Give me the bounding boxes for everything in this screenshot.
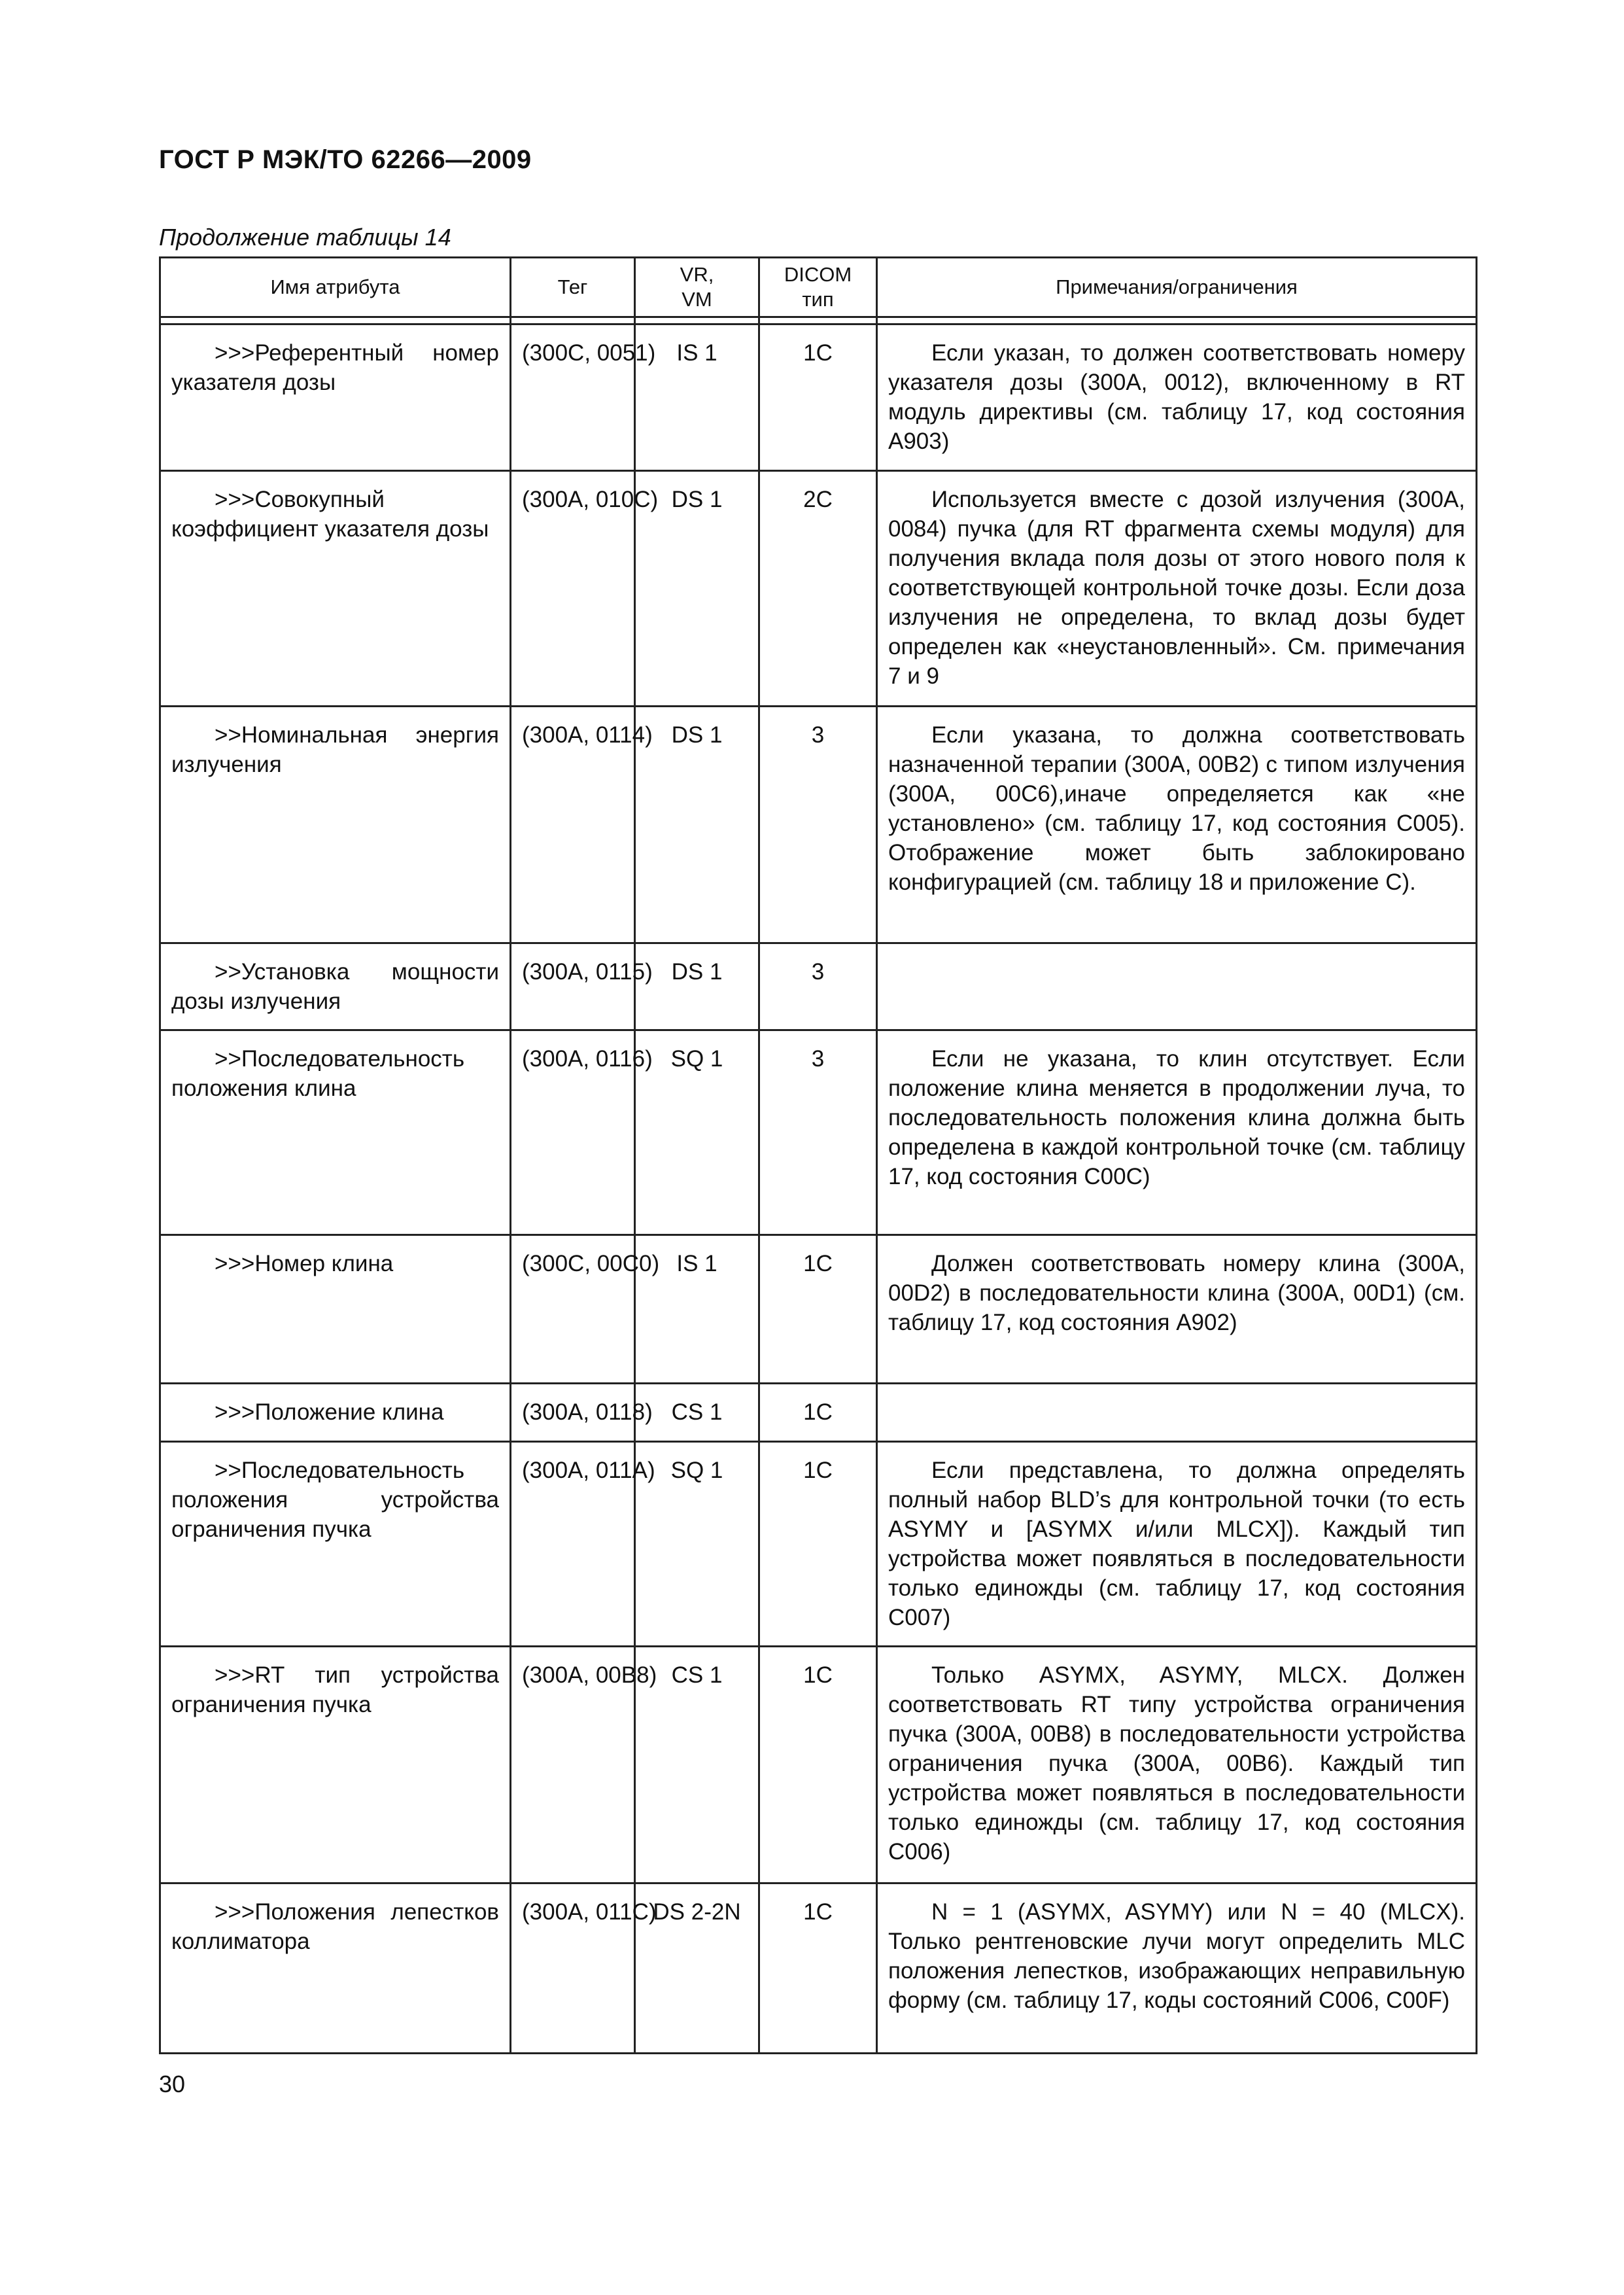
attribute-name-cell [160,1384,511,1442]
attribute-name-cell-text: >>Последовательность положения клина [171,1046,465,1101]
attribute-name-cell-text: >>>Совокупный коэффициент указателя дозы [171,487,489,542]
table-row [160,943,1477,1030]
tag-cell-text: (300A, 011C) [522,1899,657,1925]
column-header-dicom-line1: DICOM [784,263,852,286]
notes-cell [877,1442,1477,1647]
attribute-name-cell [160,471,511,707]
notes-cell [877,324,1477,471]
column-header-vr-line1: VR, [680,263,714,286]
dicom-type-cell [759,1030,877,1235]
tag-cell [511,1883,657,2054]
tag-cell [511,324,656,471]
tag-cell [511,1030,653,1235]
vr-vm-cell-text: DS 1 [671,722,723,748]
notes-cell [877,707,1477,943]
notes-cell-text: Только ASYMX, ASYMY, MLCX. Должен соответствовать RT типу устройства ограничения пучка (300A, 00B8) в последовательности устройства ограничения пучка (300A, 00B6). Каждый тип устройства может появляться в последовательности только единожды (см. таблицу 17, код состояния C006) [888,1662,1465,1865]
table-row [160,1442,1477,1647]
dicom-type-cell [759,1647,877,1883]
tag-cell-text: (300A, 0118) [522,1399,653,1425]
tag-cell [511,471,659,707]
dicom-type-cell-text: 3 [811,1046,825,1072]
vr-vm-cell [635,943,759,1030]
table-row [160,1235,1477,1384]
tag-cell [511,1235,660,1384]
dicom-type-cell [759,1384,877,1442]
notes-cell-text: Используется вместе с дозой излучения (300A, 0084) пучка (для RT фрагмента схемы модуля) для получения вклада поля дозы от этого нового поля к соответствующей контрольной точке дозы. Если доза излучения не определена, то вклад дозы будет определен как «неустановленный». См. примечания 7 и 9 [888,487,1465,689]
attribute-name-cell-text: >>>RT тип устройства ограничения пучка [171,1662,499,1717]
notes-cell-text: Если не указана, то клин отсутствует. Если положение клина меняется в продолжении луча, то последовательность положения клина должна быть определена в каждой контрольной точке (см. таблицу 17, код состояния C00C) [888,1046,1465,1189]
notes-cell [877,471,1477,707]
tag-cell [511,943,653,1030]
column-header-vr [635,258,759,317]
vr-vm-cell-text: SQ 1 [670,1046,723,1072]
tag-cell-text: (300A, 0116) [522,1046,653,1072]
table-row [160,1030,1477,1235]
tag-cell-text: (300C, 0051) [522,340,656,366]
dicom-type-cell-text: 1C [803,1899,833,1925]
column-header-vr-line2: VM [682,288,712,311]
document-code: ГОСТ Р МЭК/ТО 62266—2009 [159,145,532,174]
table-row [160,1883,1477,2054]
dicom-type-cell-text: 1C [803,1662,833,1688]
tag-cell-text: (300A, 010C) [522,487,659,512]
vr-vm-cell-text: DS 1 [671,487,723,512]
attribute-name-cell-text: >>>Положение клина [215,1399,444,1425]
table-row [160,707,1477,943]
attribute-name-cell [160,707,511,943]
dicom-type-cell [759,1883,877,2054]
tag-cell-text: (300A, 00B8) [522,1662,657,1688]
vr-vm-cell [635,1030,759,1235]
column-header-name: Имя атрибута [160,258,511,317]
attribute-name-cell-text: >>>Положения лепестков коллиматора [171,1899,499,1954]
notes-cell-text: Должен соответствовать номеру клина (300A, 00D2) в последовательности клина (300A, 00D1) (см. таблицу 17, код состояния A902) [888,1251,1465,1335]
dicom-type-cell [759,707,877,943]
vr-vm-cell [635,1384,759,1442]
notes-cell-text: N = 1 (ASYMX, ASYMY) или N = 40 (MLCX). Только рентгеновские лучи могут определить MLC положения лепестков, изображающих неправильную форму (см. таблицу 17, коды состояний C006, C00F) [888,1899,1465,2013]
header-separator [160,317,1477,324]
dicom-type-cell-text: 3 [811,959,825,985]
dicom-type-cell-text: 1C [803,1251,833,1276]
vr-vm-cell-text: DS 2-2N [653,1899,741,1925]
notes-cell [877,1384,1477,1442]
table-row [160,324,1477,471]
notes-cell-text: Если указан, то должен соответствовать номеру указателя дозы (300A, 0012), включенному в RT модуль директивы (см. таблицу 17, код состояния A903) [888,340,1465,454]
attribute-name-cell [160,1647,511,1883]
attribute-name-cell [160,943,511,1030]
dicom-type-cell [759,324,877,471]
tag-cell [511,1442,655,1647]
notes-cell-text: Если указана, то должна соответствовать назначенной терапии (300A, 00B2) с типом излучения (300A, 00C6),иначе определяется как «не установлено» (см. таблицу 17, код состояния C005). Отображение может быть заблокировано конфигурацией (см. таблицу 18 и приложение C). [888,722,1465,895]
table-header-row [160,258,1477,317]
table-row [160,471,1477,707]
tag-cell [511,707,653,943]
notes-cell-text: Если представлена, то должна определять полный набор BLD’s для контрольной точки (то есть ASYMY и [ASYMX и/или MLCX]). Каждый тип устройства может появляться в последовательности только единожды (см. таблицу 17, код состояния C007) [888,1458,1465,1630]
table-row [160,1647,1477,1883]
attribute-name-cell [160,1235,511,1384]
tag-cell-text: (300C, 00C0) [522,1251,660,1276]
vr-vm-cell-text: IS 1 [676,1251,717,1276]
attribute-name-cell-text: >>Номинальная энергия излучения [171,722,499,777]
attribute-name-cell [160,1030,511,1235]
attribute-name-cell [160,324,511,471]
tag-cell [511,1647,657,1883]
table-caption: Продолжение таблицы 14 [159,224,451,251]
dicom-type-cell-text: 2C [803,487,833,512]
dicom-type-cell-text: 1C [803,340,833,366]
dicom-type-cell [759,471,877,707]
attributes-table [159,256,1477,2054]
dicom-type-cell [759,1442,877,1647]
dicom-type-cell [759,943,877,1030]
tag-cell-text: (300A, 011A) [522,1458,655,1483]
vr-vm-cell-text: CS 1 [671,1399,723,1425]
attribute-name-cell [160,1442,511,1647]
column-header-notes: Примечания/ограничения [877,258,1477,317]
column-header-dicom-line2: тип [802,288,834,311]
vr-vm-cell [635,1883,759,2054]
page-number: 30 [159,2071,186,2097]
attribute-name-cell [160,1883,511,2054]
column-header-tag: Тег [511,258,635,317]
dicom-type-cell-text: 1C [803,1399,833,1425]
table-row [160,1384,1477,1442]
dicom-type-cell [759,1235,877,1384]
dicom-type-cell-text: 1C [803,1458,833,1483]
tag-cell-text: (300A, 0114) [522,722,653,748]
vr-vm-cell-text: SQ 1 [670,1458,723,1483]
column-header-dicom-type [759,258,877,317]
notes-cell [877,943,1477,1030]
vr-vm-cell [635,707,759,943]
notes-cell [877,1030,1477,1235]
vr-vm-cell-text: CS 1 [671,1662,723,1688]
notes-cell [877,1647,1477,1883]
attribute-name-cell-text: >>>Референтный номер указателя дозы [171,340,499,395]
attribute-name-cell-text: >>Установка мощности дозы излучения [171,959,499,1014]
vr-vm-cell-text: DS 1 [671,959,723,985]
notes-cell [877,1883,1477,2054]
tag-cell-text: (300A, 0115) [522,959,653,985]
attribute-name-cell-text: >>Последовательность положения устройства ограничения пучка [171,1458,499,1542]
notes-cell [877,1235,1477,1384]
attribute-name-cell-text: >>>Номер клина [215,1251,394,1276]
vr-vm-cell-text: IS 1 [676,340,717,366]
tag-cell [511,1384,653,1442]
dicom-type-cell-text: 3 [811,722,825,748]
